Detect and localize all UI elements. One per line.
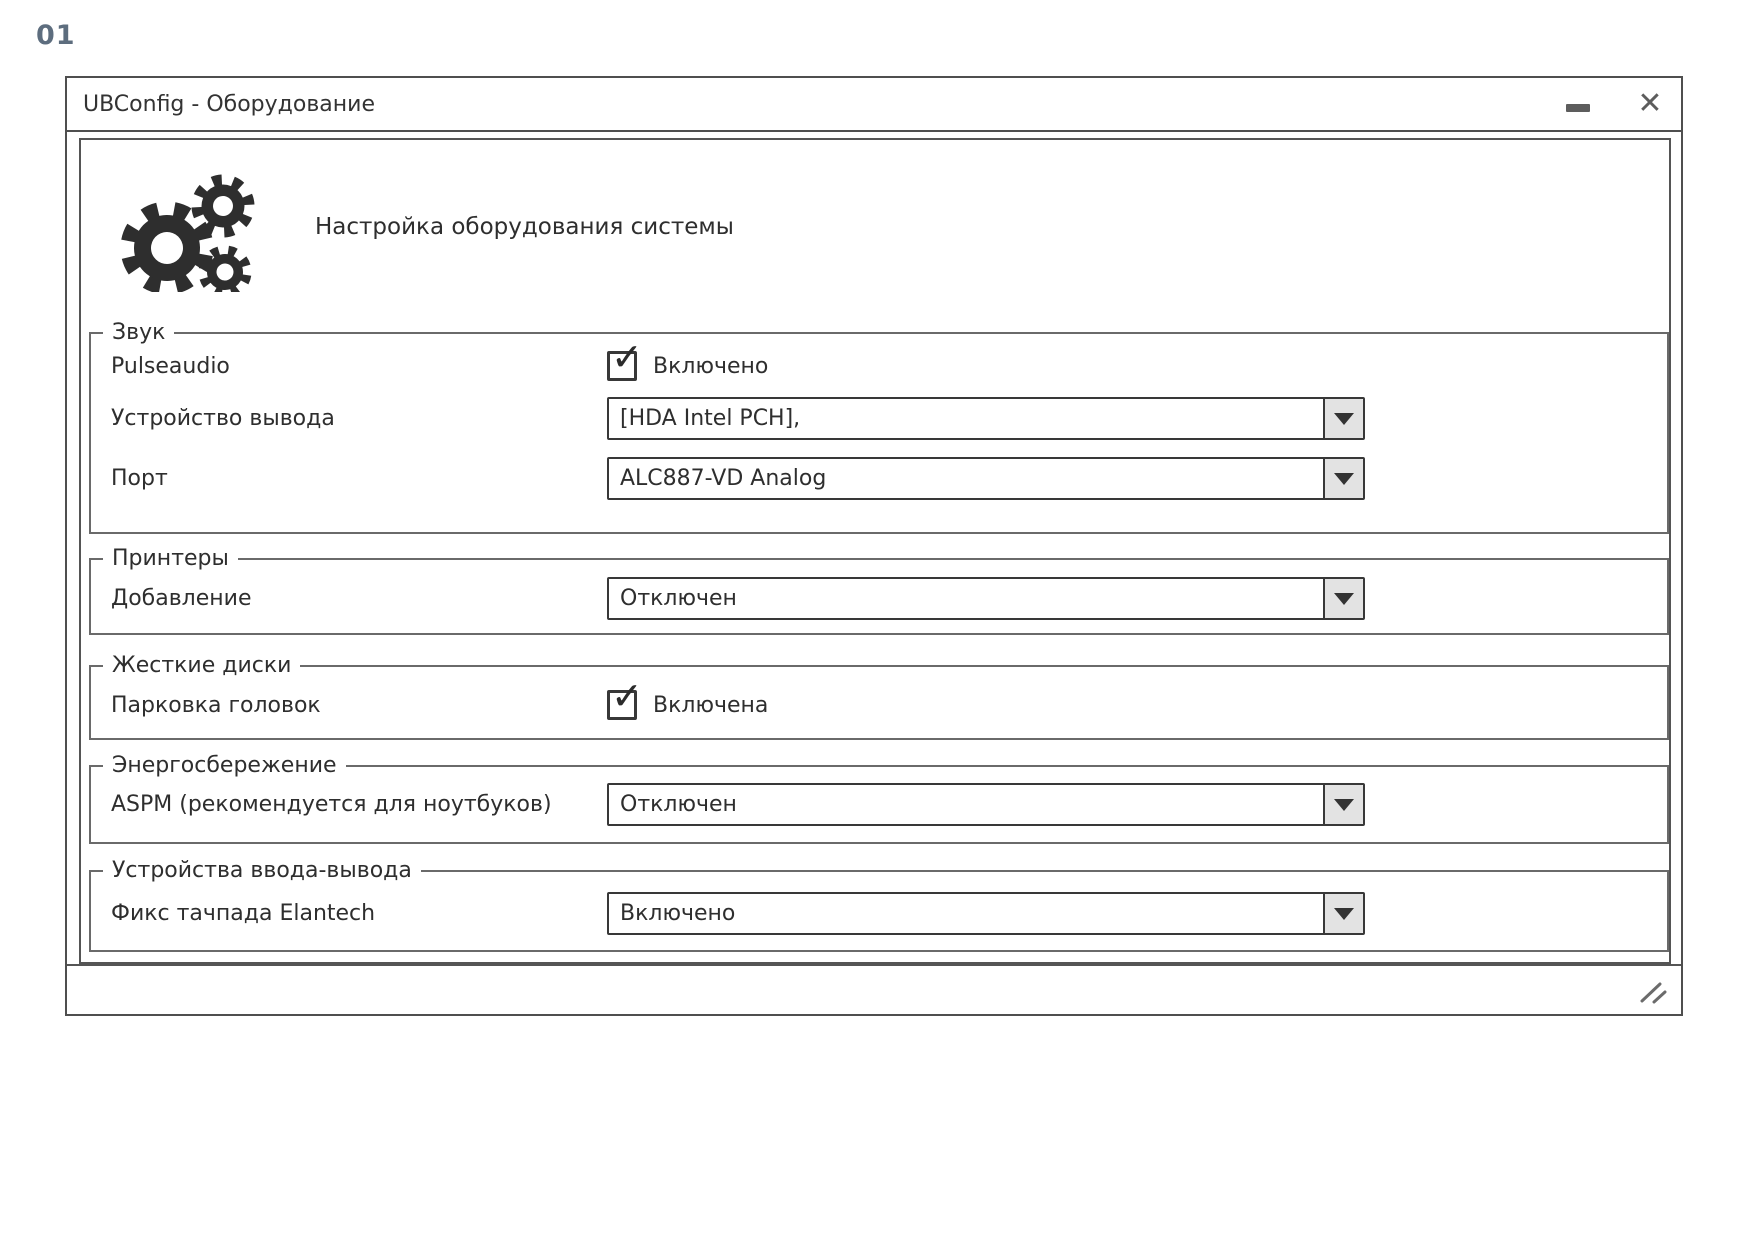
head-parking-label: Парковка головок	[111, 693, 321, 718]
port-label: Порт	[111, 466, 168, 491]
chevron-down-icon	[1334, 473, 1354, 485]
minimize-button[interactable]	[1561, 91, 1595, 125]
output-device-value: [HDA Intel PCH],	[620, 406, 801, 431]
pulseaudio-checkbox[interactable]	[607, 335, 643, 381]
group-hard-disks	[89, 653, 1669, 740]
group-power-saving-legend: Энергосбережение	[103, 752, 346, 779]
port-dropdown-button[interactable]	[1323, 459, 1363, 498]
titlebar-buttons	[1561, 83, 1667, 125]
group-printers	[89, 546, 1669, 635]
title-bar	[67, 78, 1681, 132]
app-window	[65, 76, 1683, 1016]
port-dropdown[interactable]	[607, 457, 1365, 500]
gears-icon	[105, 160, 255, 292]
aspm-value: Отключен	[620, 792, 737, 817]
pulseaudio-label: Pulseaudio	[111, 354, 230, 379]
content-panel	[79, 138, 1671, 964]
close-icon: ✕	[1637, 86, 1663, 121]
resize-grip-icon[interactable]	[1639, 980, 1669, 1004]
aspm-dropdown-button[interactable]	[1323, 785, 1363, 824]
output-device-label: Устройство вывода	[111, 406, 335, 431]
page-heading: Настройка оборудования системы	[315, 214, 734, 240]
pulseaudio-state-label: Включено	[653, 354, 769, 379]
head-parking-state-label: Включена	[653, 693, 769, 718]
status-bar	[67, 964, 1681, 1014]
group-printers-legend: Принтеры	[103, 545, 238, 572]
chevron-down-icon	[1334, 908, 1354, 920]
printer-add-dropdown-button[interactable]	[1323, 579, 1363, 618]
chevron-down-icon	[1334, 799, 1354, 811]
checkmark-icon: ✓	[611, 335, 643, 379]
printer-add-value: Отключен	[620, 586, 737, 611]
aspm-label: ASPM (рекомендуется для ноутбуков)	[111, 792, 552, 817]
chevron-down-icon	[1334, 593, 1354, 605]
minimize-icon	[1566, 104, 1590, 112]
head-parking-checkbox[interactable]	[607, 674, 643, 720]
group-sound	[89, 320, 1669, 534]
group-io-devices-legend: Устройства ввода-вывода	[103, 857, 421, 884]
checkmark-icon: ✓	[611, 674, 643, 718]
aspm-dropdown[interactable]	[607, 783, 1365, 826]
group-io-devices	[89, 858, 1669, 952]
elantech-fix-dropdown[interactable]	[607, 892, 1365, 935]
window-title: UBConfig - Оборудование	[83, 91, 375, 117]
printer-add-label: Добавление	[111, 586, 252, 611]
group-hard-disks-legend: Жесткие диски	[103, 652, 300, 679]
printer-add-dropdown[interactable]	[607, 577, 1365, 620]
chevron-down-icon	[1334, 413, 1354, 425]
elantech-fix-value: Включено	[620, 901, 736, 926]
elantech-fix-label: Фикс тачпада Elantech	[111, 901, 376, 926]
output-device-dropdown[interactable]	[607, 397, 1365, 440]
elantech-fix-dropdown-button[interactable]	[1323, 894, 1363, 933]
output-device-dropdown-button[interactable]	[1323, 399, 1363, 438]
page-index-label: 01	[36, 20, 76, 51]
group-sound-legend: Звук	[103, 319, 174, 346]
close-button[interactable]	[1633, 87, 1667, 121]
port-value: ALC887-VD Analog	[620, 466, 827, 491]
group-power-saving	[89, 753, 1669, 844]
